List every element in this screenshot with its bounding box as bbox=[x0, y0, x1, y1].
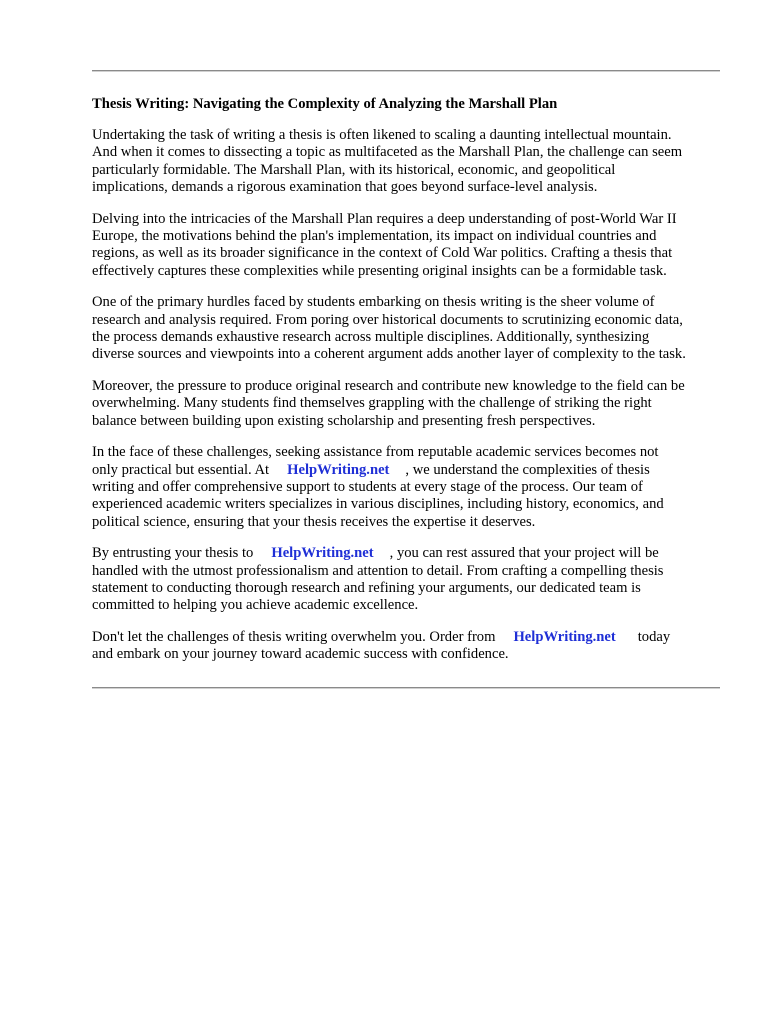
paragraph-line: political science, ensuring that your thesis receives the expertise it deserves. bbox=[92, 513, 536, 530]
paragraph-text: By entrusting your thesis to bbox=[92, 545, 254, 562]
paragraph-line: regions, as well as its broader significance in the context of Cold War politics. Crafting a thesis that bbox=[92, 245, 673, 262]
paragraph-text: today bbox=[637, 628, 671, 645]
paragraph-line: diverse sources and viewpoints into a coherent argument adds another layer of complexity to the task. bbox=[92, 346, 686, 363]
paragraph-4 bbox=[92, 378, 720, 430]
paragraph-line: Undertaking the task of writing a thesis is often likened to scaling a daunting intellectual mountain. bbox=[92, 127, 672, 143]
paragraph-7 bbox=[92, 629, 720, 664]
paragraph-text: , we understand the complexities of thesis bbox=[405, 461, 650, 478]
paragraph-text: Don't let the challenges of thesis writing overwhelm you. Order from bbox=[92, 628, 496, 645]
document-page bbox=[92, 70, 720, 689]
paragraph-line: One of the primary hurdles faced by students embarking on thesis writing is the sheer volume of bbox=[92, 294, 655, 311]
paragraph-line: Delving into the intricacies of the Marshall Plan requires a deep understanding of post-World War II bbox=[92, 210, 677, 227]
paragraph-line bbox=[92, 462, 720, 479]
paragraph-line: In the face of these challenges, seeking assistance from reputable academic services becomes not bbox=[92, 444, 659, 461]
paragraph-line: effectively captures these complexities while presenting original insights can be a formidable task. bbox=[92, 262, 667, 279]
bottom-divider bbox=[92, 687, 720, 689]
paragraph-line: Moreover, the pressure to produce original research and contribute new knowledge to the field can be bbox=[92, 377, 685, 394]
paragraph-line bbox=[92, 545, 720, 562]
paragraph-line: statement to conducting thorough research and refining your arguments, our dedicated team is bbox=[92, 579, 641, 596]
paragraph-text: only practical but essential. At bbox=[92, 461, 270, 478]
paragraph-line: research and analysis required. From poring over historical documents to scrutinizing economic data, bbox=[92, 311, 683, 328]
paragraph-text: , you can rest assured that your project will be bbox=[389, 545, 659, 562]
paragraph-line: And when it comes to dissecting a topic as multifaceted as the Marshall Plan, the challenge can seem bbox=[92, 144, 683, 161]
paragraph-line: implications, demands a rigorous examination that goes beyond surface-level analysis. bbox=[92, 179, 598, 196]
paragraph-line: committed to helping you achieve academic excellence. bbox=[92, 597, 419, 614]
paragraph-line: handled with the utmost professionalism and attention to detail. From crafting a compelling thesis bbox=[92, 562, 664, 579]
paragraph-line: balance between building upon existing scholarship and presenting fresh perspectives. bbox=[92, 412, 596, 429]
helpwriting-link[interactable]: HelpWriting.net bbox=[287, 461, 390, 478]
paragraph-1 bbox=[92, 127, 720, 197]
helpwriting-link[interactable]: HelpWriting.net bbox=[513, 628, 616, 645]
paragraph-line bbox=[92, 629, 720, 646]
helpwriting-link[interactable]: HelpWriting.net bbox=[271, 545, 374, 562]
paragraph-3 bbox=[92, 294, 720, 364]
top-divider bbox=[92, 70, 720, 72]
paragraph-line: experienced academic writers specializes in various disciplines, including history, economics, and bbox=[92, 496, 664, 513]
paragraph-line: the process demands exhaustive research across multiple disciplines. Additionally, synthesizing bbox=[92, 329, 650, 346]
document-title: Thesis Writing: Navigating the Complexity of Analyzing the Marshall Plan bbox=[92, 96, 558, 112]
paragraph-line: overwhelming. Many students find themselves grappling with the challenge of striking the right bbox=[92, 395, 652, 412]
paragraph-line: and embark on your journey toward academic success with confidence. bbox=[92, 646, 509, 663]
paragraph-5 bbox=[92, 444, 720, 531]
paragraph-line: writing and offer comprehensive support to students at every stage of the process. Our team of bbox=[92, 478, 643, 495]
paragraph-6 bbox=[92, 545, 720, 615]
paragraph-2 bbox=[92, 211, 720, 281]
paragraph-line: Europe, the motivations behind the plan's implementation, its impact on individual countries and bbox=[92, 228, 657, 245]
paragraph-line: particularly formidable. The Marshall Plan, with its historical, economic, and geopolitical bbox=[92, 161, 616, 178]
